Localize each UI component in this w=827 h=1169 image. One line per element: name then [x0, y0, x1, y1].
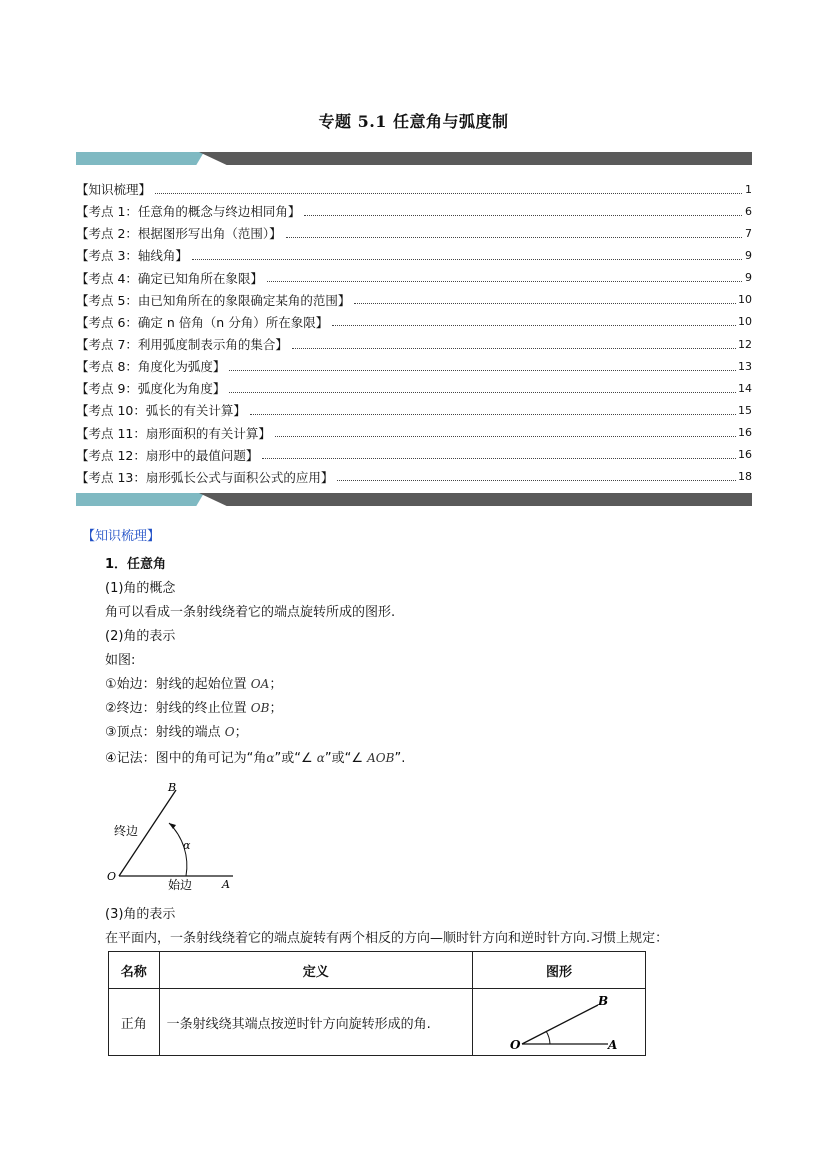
toc-leader-dots — [192, 259, 742, 260]
label-alpha: α — [183, 839, 191, 852]
toc-leader-dots — [250, 414, 736, 415]
label-b-2: B — [598, 994, 609, 1008]
header-figure: 图形 — [473, 952, 646, 989]
toc-entry-page: 16 — [738, 448, 752, 462]
cell-definition: 一条射线绕其端点按逆时针方向旋转形成的角. — [159, 989, 472, 1056]
toc-entry-label: 【考点 13：扇形弧长公式与面积公式的应用】 — [76, 469, 334, 485]
toc-leader-dots — [262, 458, 736, 459]
cell-figure — [473, 989, 646, 1056]
toc-entry-label: 【考点 9：弧度化为角度】 — [76, 381, 226, 397]
item-terminal-side: ②终边：射线的终止位置 OB； — [105, 701, 283, 716]
toc-entry-page: 15 — [738, 403, 752, 417]
section-heading: 【知识梳理】 — [82, 529, 161, 544]
toc-entry[interactable] — [76, 355, 752, 377]
toc-entry-page: 1 — [745, 182, 752, 196]
label-o-2: O — [510, 1038, 521, 1052]
definition-table — [108, 951, 646, 1056]
toc-entry[interactable] — [76, 222, 752, 244]
toc-entry[interactable] — [76, 333, 752, 355]
toc-entry-label: 【考点 8：角度化为弧度】 — [76, 359, 226, 375]
toc-entry-label: 【考点 10：弧长的有关计算】 — [76, 403, 246, 419]
toc-entry[interactable] — [76, 466, 752, 488]
cell-name: 正角 — [109, 989, 160, 1056]
toc-entry-label: 【考点 6：确定 n 倍角（n 分角）所在象限】 — [76, 314, 329, 330]
toc-entry-label: 【知识梳理】 — [76, 182, 152, 198]
toc-entry[interactable] — [76, 422, 752, 444]
toc-entry[interactable] — [76, 444, 752, 466]
toc-leader-dots — [286, 237, 742, 238]
toc-leader-dots — [354, 303, 736, 304]
toc-entry-page: 14 — [738, 381, 752, 395]
toc-leader-dots — [337, 480, 736, 481]
toc-entry-page: 9 — [745, 248, 752, 262]
toc-entry-label: 【考点 1：任意角的概念与终边相同角】 — [76, 204, 301, 220]
toc-entry-label: 【考点 11：扇形面积的有关计算】 — [76, 425, 271, 441]
toc-leader-dots — [292, 348, 736, 349]
toc-entry[interactable] — [76, 399, 752, 421]
toc-entry-page: 16 — [738, 426, 752, 440]
label-initial-side: 始边 — [168, 878, 193, 892]
paragraph-representation-title: (2)角的表示 — [105, 629, 176, 644]
paragraph-concept-title: (1)角的概念 — [105, 581, 176, 596]
heading-arbitrary-angle: 1．任意角 — [105, 557, 167, 572]
toc-leader-dots — [332, 325, 736, 326]
toc-entry-page: 13 — [738, 359, 752, 373]
positive-angle-diagram — [474, 991, 644, 1053]
paragraph-concept: 角可以看成一条射线绕着它的端点旋转所成的图形. — [105, 605, 396, 620]
toc-entry-page: 9 — [745, 271, 752, 285]
label-a: A — [222, 878, 230, 891]
divider-bar-bottom — [76, 493, 752, 506]
divider-bar-top — [76, 152, 752, 165]
toc-entry[interactable] — [76, 200, 752, 222]
header-definition: 定义 — [159, 952, 472, 989]
toc-entry-label: 【考点 12：扇形中的最值问题】 — [76, 447, 259, 463]
toc-entry[interactable] — [76, 267, 752, 289]
angle-diagram — [100, 775, 240, 895]
toc-entry[interactable] — [76, 178, 752, 200]
toc-entry-label: 【考点 4：确定已知角所在象限】 — [76, 270, 263, 286]
label-o: O — [107, 870, 117, 883]
toc-entry[interactable] — [76, 377, 752, 399]
toc-entry-page: 18 — [738, 470, 752, 484]
toc-leader-dots — [304, 215, 742, 216]
toc-entry-label: 【考点 5：由已知角所在的象限确定某角的范围】 — [76, 292, 351, 308]
table-of-contents — [76, 178, 752, 488]
toc-leader-dots — [275, 436, 736, 437]
toc-entry-label: 【考点 2：根据图形写出角（范围）】 — [76, 226, 282, 242]
paragraph-as-shown: 如图: — [105, 653, 136, 668]
toc-entry-label: 【考点 7：利用弧度制表示角的集合】 — [76, 337, 288, 353]
paragraph-rotation-direction: 在平面内，一条射线绕着它的端点旋转有两个相反的方向—顺时针方向和逆时针方向.习惯上规定： — [105, 931, 669, 946]
toc-leader-dots — [155, 193, 742, 194]
label-a-2: A — [608, 1038, 618, 1052]
toc-entry-label: 【考点 3：轴线角】 — [76, 248, 188, 264]
table-header-row — [109, 952, 646, 989]
item-notation: ④记法：图中的角可记为“角α”或“∠ α”或“∠ AOB”. — [105, 751, 406, 766]
paragraph-representation-title-2: (3)角的表示 — [105, 907, 176, 922]
page-title: 专题 5.1 任意角与弧度制 — [318, 112, 509, 131]
item-vertex: ③顶点：射线的端点 O； — [105, 725, 248, 740]
toc-entry[interactable] — [76, 289, 752, 311]
toc-entry-page: 10 — [738, 293, 752, 307]
item-initial-side: ①始边：射线的起始位置 OA； — [105, 677, 283, 692]
label-terminal-side: 终边 — [114, 824, 139, 838]
toc-entry-page: 12 — [738, 337, 752, 351]
label-b: B — [168, 781, 177, 794]
toc-leader-dots — [267, 281, 742, 282]
header-name: 名称 — [109, 952, 160, 989]
toc-entry-page: 6 — [745, 204, 752, 218]
toc-entry[interactable] — [76, 311, 752, 333]
table-row — [109, 989, 646, 1056]
toc-entry[interactable] — [76, 244, 752, 266]
toc-leader-dots — [229, 370, 736, 371]
toc-entry-page: 10 — [738, 315, 752, 329]
toc-leader-dots — [229, 392, 736, 393]
toc-entry-page: 7 — [745, 226, 752, 240]
